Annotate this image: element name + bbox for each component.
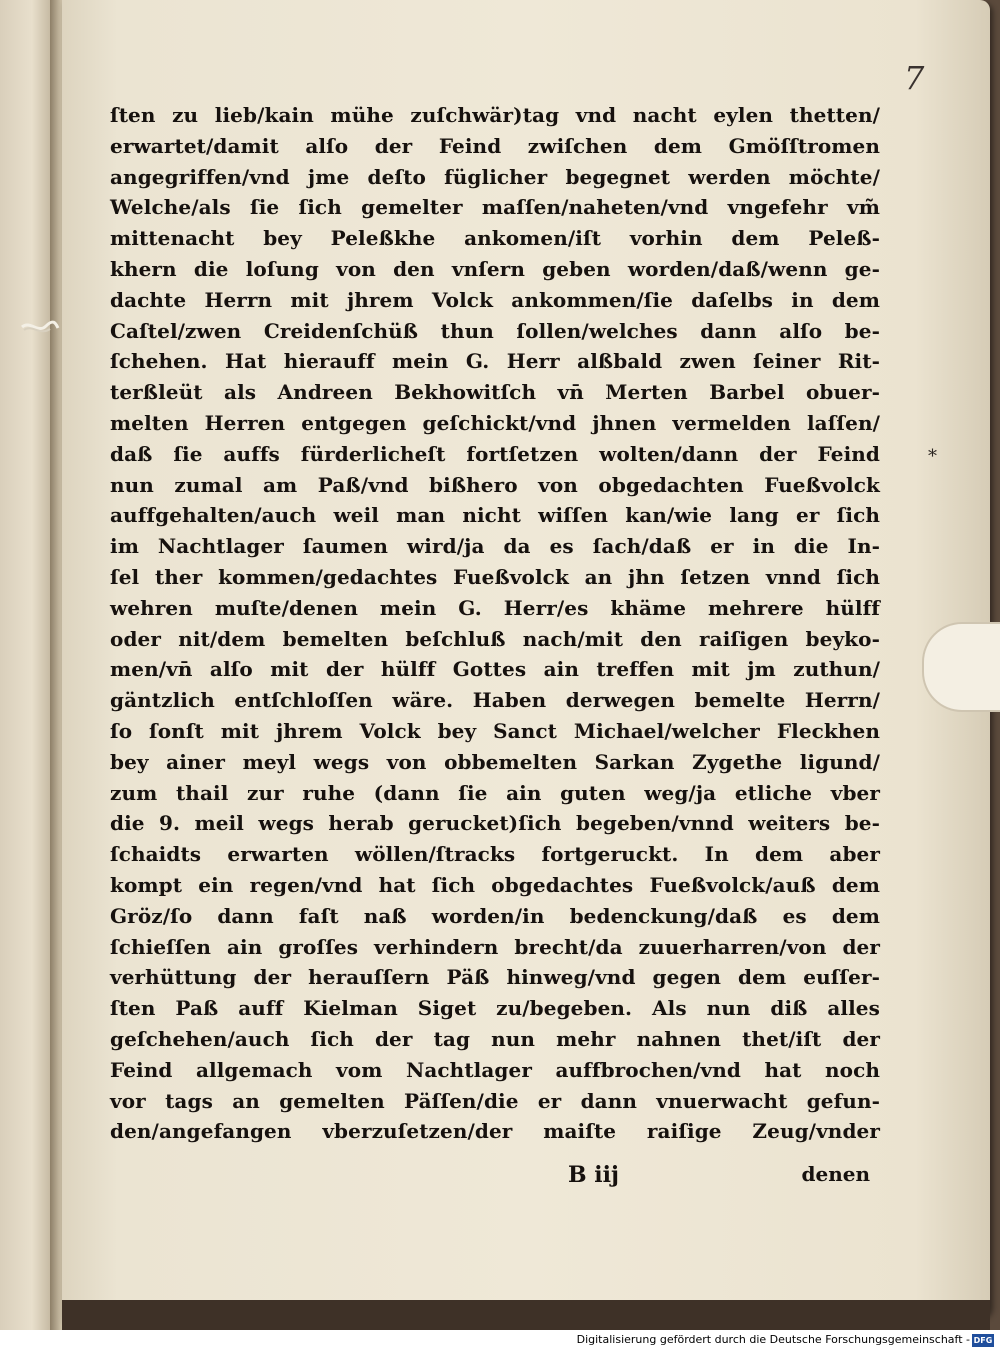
- text-line: terßleüt als Andreen Bekhowitſch vn̄ Merten Barbel obuer-: [110, 380, 880, 405]
- page-bottom-shadow: [62, 1300, 990, 1330]
- text-line: geſchehen/auch ſich der tag nun mehr nahnen thet/iſt der: [110, 1026, 880, 1051]
- text-line: verhüttung der herauſſern Päß hinweg/vnd gegen dem euſſer-: [110, 965, 880, 990]
- credit-bar: [0, 1330, 1000, 1351]
- text-line: ſchehen. Hat hierauff mein G. Herr alßbald zwen ſeiner Rit-: [110, 349, 880, 374]
- text-line: men/vn̄ alſo mit der hülff Gottes ain treffen mit jm zuthun/: [110, 657, 880, 682]
- text-line: Welche/als ſie ſich gemelter maſſen/naheten/vnd vngefehr vm̃: [110, 195, 880, 220]
- signature-mark: B iij: [568, 1162, 619, 1188]
- dfg-logo-icon: DFG: [973, 1336, 993, 1345]
- text-line: gäntzlich entſchloſſen wäre. Haben derwegen bemelte Herrn/: [110, 688, 880, 713]
- text-line: Gröz/ſo dann faſt naß worden/in bedenckung/daß es dem: [110, 903, 880, 928]
- text-line: angegriffen/vnd jme deſto füglicher begegnet werden möchte/: [110, 164, 880, 189]
- funding-credit: Digitalisierung gefördert durch die Deutsche Forschungsgemeinschaft -: [576, 1333, 970, 1346]
- text-line: erwartet/damit alſo der Feind zwiſchen dem Gmöſſtromen: [110, 133, 880, 158]
- text-line: bey ainer meyl wegs von obbemelten Sarkan Zygethe ligund/: [110, 749, 880, 774]
- text-line: ſchieſſen ain groſſes verhindern brecht/da zuuerharren/von der: [110, 934, 880, 959]
- text-line: vor tags an gemelten Päſſen/die er dann vnuerwacht gefun-: [110, 1088, 880, 1113]
- catchword: denen: [801, 1162, 870, 1186]
- text-line: ſel ther kommen/gedachtes Fueßvolck an jhn ſetzen vnnd ſich: [110, 564, 880, 589]
- page-tab-marker: [922, 622, 1000, 712]
- body-text: [110, 100, 880, 1147]
- text-line: kompt ein regen/vnd hat ſich obgedachtes Fueßvolck/auß dem: [110, 872, 880, 897]
- text-line: ſten Paß auff Kielman Siget zu/begeben. Als nun diß alles: [110, 996, 880, 1021]
- text-line: oder nit/dem bemelten beſchluß nach/mit den raiſigen beyko-: [110, 626, 880, 651]
- text-line: wehren muſte/denen mein G. Herr/es khäme mehrere hülff: [110, 595, 880, 620]
- text-line: ſo ſonſt mit jhrem Volck bey Sanct Michael/welcher Fleckhen: [110, 718, 880, 743]
- margin-mark: *: [928, 446, 937, 467]
- text-line: nun zumal am Paß/vnd bißhero von obgedachten Fueßvolck: [110, 472, 880, 497]
- page-number: 7: [904, 59, 925, 97]
- text-line: Feind allgemach vom Nachtlager auffbrochen/vnd hat noch: [110, 1057, 880, 1082]
- text-line: zum thail zur ruhe (dann ſie ain guten weg/ja etliche vber: [110, 780, 880, 805]
- text-line: auffgehalten/auch weil man nicht wiſſen kan/wie lang er ſich: [110, 503, 880, 528]
- text-line: Caſtel/zwen Creidenſchüß thun ſollen/welches dann alſo be-: [110, 318, 880, 343]
- text-line: daß ſie auffs fürderlicheſt fortſetzen wolten/dann der Feind: [110, 441, 880, 466]
- text-line: mittenacht bey Peleßkhe ankomen/iſt vorhin dem Peleß-: [110, 226, 880, 251]
- text-line: im Nachtlager ſaumen wird/ja da es ſach/daß er in die In-: [110, 534, 880, 559]
- text-line: den/angefangen vberzuſetzen/der maiſte raiſige Zeug/vnder: [110, 1119, 880, 1144]
- binding-thread-icon: [20, 318, 60, 336]
- text-line: die 9. meil wegs herab gerucket)ſich begeben/vnnd weiters be-: [110, 811, 880, 836]
- text-line: ſchaidts erwarten wöllen/ſtracks fortgeruckt. In dem aber: [110, 842, 880, 867]
- text-line: melten Herren entgegen geſchickt/vnd jhnen vermelden laſſen/: [110, 410, 880, 435]
- text-line: ſten zu lieb/kain mühe zuſchwär)tag vnd nacht eylen thetten/: [110, 103, 880, 127]
- page-footer: [110, 1162, 880, 1196]
- text-line: khern die loſung von den vnſern geben worden/daß/wenn ge-: [110, 256, 880, 281]
- text-line: dachte Herrn mit jhrem Volck ankommen/ſie daſelbs in dem: [110, 287, 880, 312]
